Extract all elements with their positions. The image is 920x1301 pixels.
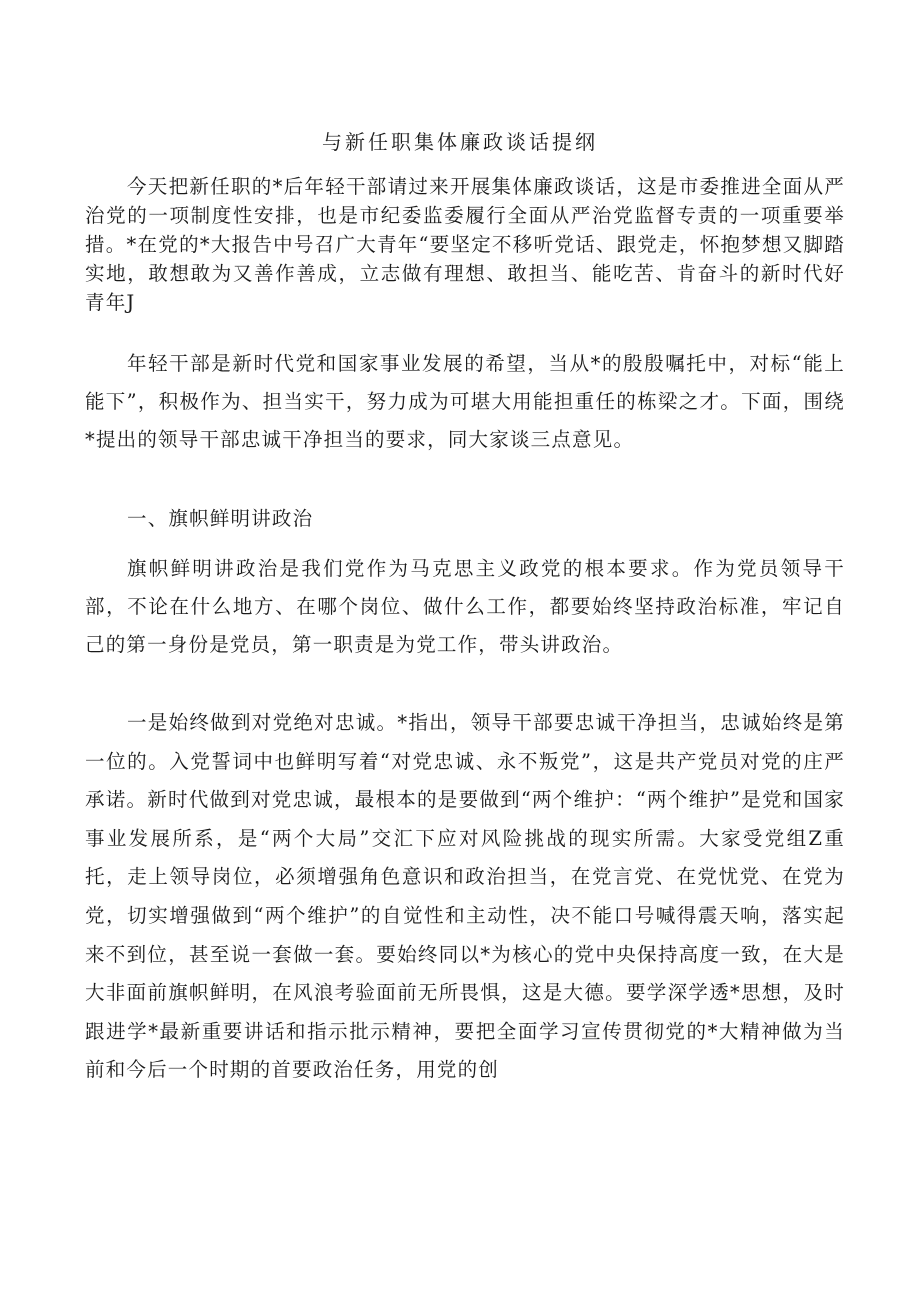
paragraph-context: 年轻干部是新时代党和国家事业发展的希望，当从*的殷殷嘱托中，对标“能上能下”，积极作为、担当实干，努力成为可堪大用能担重任的栋梁之才。下面，围绕*提出的领导干部忠诚干净担当的要求，同大家谈三点意见。 — [85, 352, 845, 451]
paragraph-loyalty: 一是始终做到对党绝对忠诚。*指出，领导干部要忠诚干净担当，忠诚始终是第一位的。入党誓词中也鲜明写着“对党忠诚、永不叛党”，这是共产党员对党的庄严承诺。新时代做到对党忠诚，最根本的是要做到“两个维护：“两个维护”是党和国家事业发展所系，是“两个大局”交汇下应对风险挑战的现实所需。大家受党组Z重托，走上领导岗位，必须增强角色意识和政治担当，在党言党、在党忧党、在党为党，切实增强做到“两个维护”的自觉性和主动性，决不能口号喊得震天响，落实起来不到位，甚至说一套做一套。要始终同以*为核心的党中央保持高度一致，在大是大非面前旗帜鲜明，在风浪考验面前无所畏惧，这是大德。要学深学透*思想，及时跟进学*最新重要讲话和指示批示精神，要把全面学习宣传贯彻党的*大精神做为当前和今后一个时期的首要政治任务，用党的创 — [85, 711, 845, 1082]
document-title: 与新任职集体廉政谈话提纲 — [322, 130, 598, 154]
paragraph-section-1-intro: 旗帜鲜明讲政治是我们党作为马克思主义政党的根本要求。作为党员领导干部，不论在什么地方、在哪个岗位、做什么工作，都要始终坚持政治标准，牢记自己的第一身份是党员，第一职责是为党工作，带头讲政治。 — [85, 557, 845, 656]
paragraph-intro: 今天把新任职的*后年轻干部请过来开展集体廉政谈话，这是市委推进全面从严治党的一项制度性安排，也是市纪委监委履行全面从严治党监督专责的一项重要举措。*在党的*大报告中号召广大青年“要坚定不移听党话、跟党走，怀抱梦想又脚踏实地，敢想敢为又善作善成，立志做有理想、敢担当、能吃苦、肯奋斗的新时代好青年J — [85, 175, 845, 314]
section-heading-1: 一、旗帜鲜明讲政治 — [127, 507, 314, 530]
